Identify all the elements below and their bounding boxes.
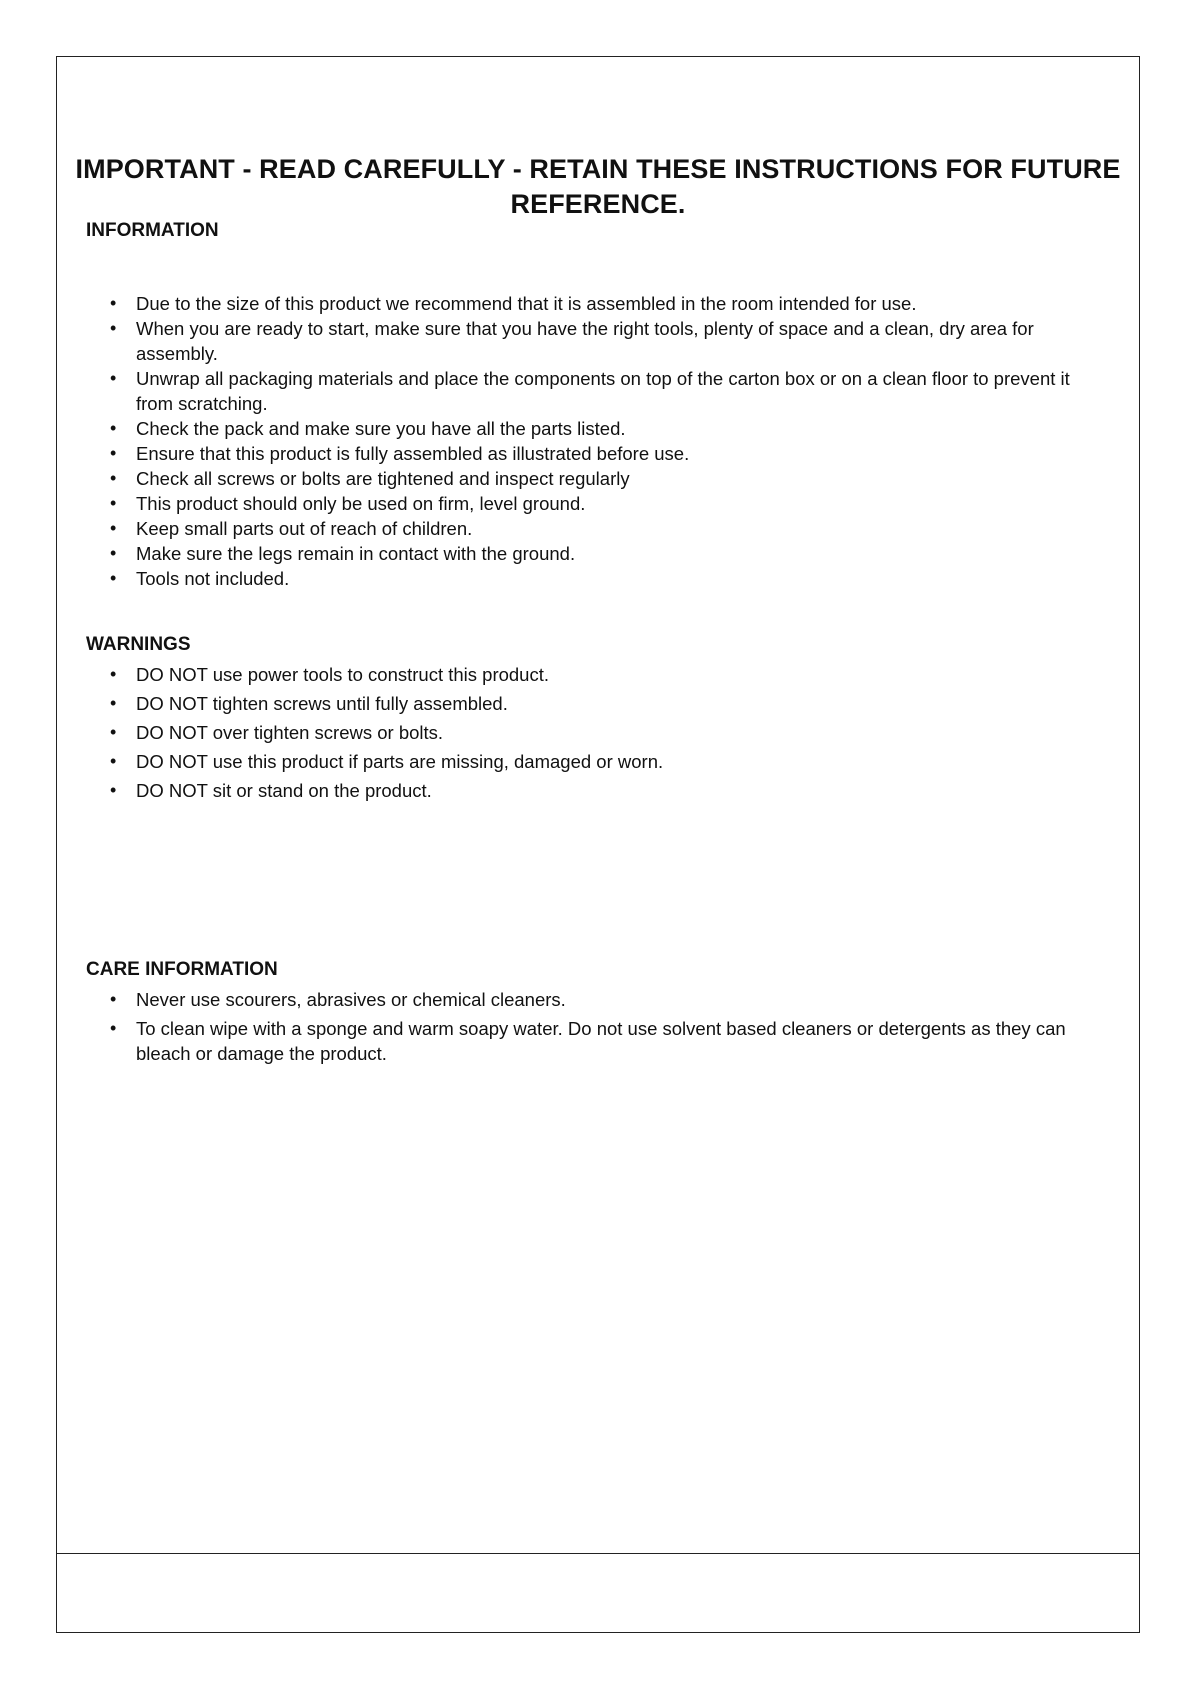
list-item: • Check the pack and make sure you have all the parts listed. <box>86 416 1106 441</box>
list-item: • Make sure the legs remain in contact with the ground. <box>86 541 1106 566</box>
list-item: • DO NOT tighten screws until fully assembled. <box>86 691 1106 716</box>
list-item: • Tools not included. <box>86 566 1106 591</box>
footer-divider <box>56 1553 1140 1554</box>
care-information-heading: CARE INFORMATION <box>86 959 278 980</box>
list-item: • DO NOT over tighten screws or bolts. <box>86 720 1106 745</box>
list-item: • When you are ready to start, make sure that you have the right tools, plenty of space and a clean, dry area for assembly. <box>86 316 1106 366</box>
list-item: • DO NOT use power tools to construct this product. <box>86 662 1106 687</box>
list-item: • Check all screws or bolts are tightened and inspect regularly <box>86 466 1106 491</box>
list-item: • Keep small parts out of reach of children. <box>86 516 1106 541</box>
list-item: • Unwrap all packaging materials and place the components on top of the carton box or on a clean floor to prevent it from scratching. <box>86 366 1106 416</box>
list-item: • DO NOT use this product if parts are missing, damaged or worn. <box>86 749 1106 774</box>
list-item: • Never use scourers, abrasives or chemical cleaners. <box>86 987 1106 1012</box>
information-heading: INFORMATION <box>86 220 219 241</box>
list-item: • DO NOT sit or stand on the product. <box>86 778 1106 803</box>
care-information-list <box>86 987 1106 1070</box>
list-item: • This product should only be used on firm, level ground. <box>86 491 1106 516</box>
information-list <box>86 291 1106 591</box>
page-title: IMPORTANT - READ CAREFULLY - RETAIN THESE INSTRUCTIONS FOR FUTURE REFERENCE. <box>75 154 1121 219</box>
warnings-heading: WARNINGS <box>86 634 191 655</box>
list-item: • To clean wipe with a sponge and warm soapy water. Do not use solvent based cleaners or detergents as they can bleach or damage the product. <box>86 1016 1106 1066</box>
list-item: • Due to the size of this product we recommend that it is assembled in the room intended for use. <box>86 291 1106 316</box>
list-item: • Ensure that this product is fully assembled as illustrated before use. <box>86 441 1106 466</box>
warnings-list <box>86 662 1106 807</box>
